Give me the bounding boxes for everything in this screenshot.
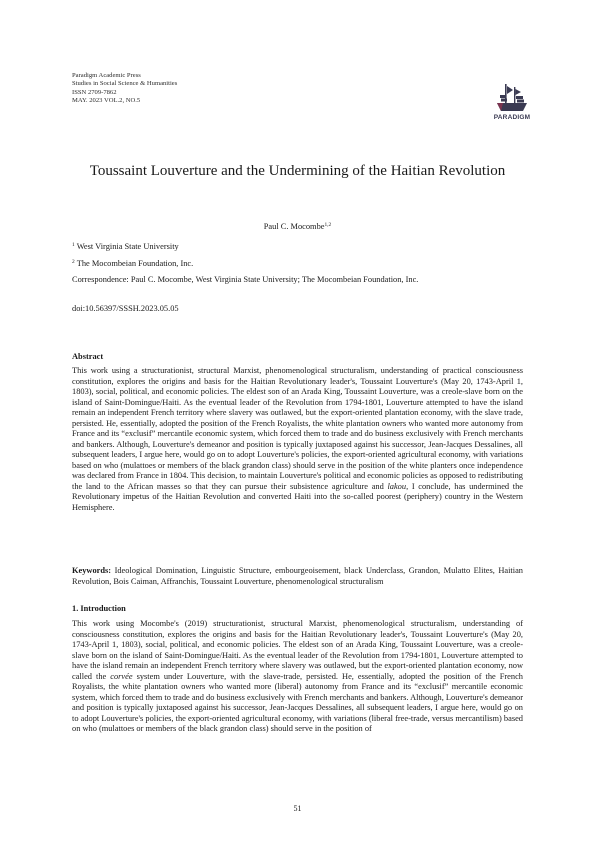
affiliation-1 — [72, 240, 179, 252]
affiliation-2 — [72, 257, 193, 269]
author-affiliation-marks: 1,2 — [324, 222, 332, 228]
issue-info: MAY. 2023 VOL.2, NO.5 — [72, 97, 141, 105]
author-line — [72, 222, 523, 231]
paper-title: Toussaint Louverture and the Undermining of the Haitian Revolution — [89, 163, 506, 179]
keywords — [72, 566, 523, 587]
affiliation-mark: 2 — [72, 259, 75, 265]
introduction-italic-term: corvée — [110, 671, 133, 681]
keywords-label: Keywords: — [72, 566, 112, 575]
publisher-name: Paradigm Academic Press — [72, 72, 141, 79]
abstract-text: This work using a structurationist, structural Marxist, phenomenological structuralism, understanding of practical consciousness constitution, explores the origins and basis for the Haitian Revolutionary leader's, Toussaint Louverture's (May 20, 1743-April 1, 1803), social, political, and economic policies. The eldest son of an Arada King, Toussaint Louverture, was a creole-slave born on the island of Saint-Domingue/Haiti. As the eventual leader of the Revolution from 1794-1801, Louverture attempted to have the island remain an independent French territory where slavery was outlawed, but the export-oriented plantation economy, with the slave trade, persisted. He, essentially, adopted the position of the French Royalists, the white plantation owners who wanted more autonomy from France and its “exclusif” mercantile economic system, which forced them to trade and do business exclusively with French merchants and bankers. Although, Louverture's demeanor and position is typically juxtaposed against his successor, Jean-Jacques Dessalines, all subsequent leaders, I argue here, would go on to adopt Louverture's policies, the export-oriented agricultural economy, with variations based on who (mulattoes or members of the black grandon class) should serve in the position of the white planters once independence was declared from France in 1804. This decision, to maintain Louverture's political and economic policies as opposed to redistributing the land to the African masses so that they can pursue their subsistence agriculture and — [72, 366, 523, 491]
abstract-text: , I conclude, has undermined the Revolutionary impetus of the Haitian Revolution and converted Haiti into the so-called poorest (periphery) country in the Western Hemisphere. — [72, 481, 523, 512]
affiliation-text: The Mocombeian Foundation, Inc. — [76, 259, 194, 268]
introduction-heading: 1. Introduction — [72, 604, 126, 613]
correspondence: Correspondence: Paul C. Mocombe, West Virginia State University; The Mocombeian Foundation, Inc. — [72, 275, 419, 284]
abstract-body — [72, 366, 523, 513]
abstract-italic-term: lakou — [387, 481, 407, 491]
affiliation-text: West Virginia State University — [76, 242, 179, 251]
logo-text: PARADIGM — [493, 114, 531, 121]
doi-link[interactable]: doi:10.56397/SSSH.2023.05.05 — [72, 304, 179, 313]
abstract-heading: Abstract — [72, 352, 104, 361]
paradigm-logo-icon — [492, 81, 532, 123]
journal-name: Studies in Social Science & Humanities — [72, 80, 178, 88]
journal-header — [72, 72, 177, 106]
page-number: 51 — [293, 804, 302, 813]
issn: ISSN 2709-7862 — [72, 88, 117, 96]
introduction-body — [72, 619, 523, 735]
affiliation-mark: 1 — [72, 242, 75, 248]
introduction-text: This work using Mocombe's (2019) structurationist, structural Marxist, phenomenological structuralism, understanding of consciousness constitution, explores the origins and basis for the Haitian Revolutionary leader's, Toussaint Louverture's (May 20, 1743-April 1, 1803), social, political, and economic policies. The eldest son of an Arada King, Toussaint Louverture, was a creole-slave born on the island of Saint-Domingue/Haiti. As the eventual leader of the Revolution from 1794-1801, Louverture attempted to have the island remain an independent French territory where slavery was outlawed, but the export-oriented plantation economy, now called the — [72, 619, 523, 681]
introduction-text: system under Louverture, with the slave-trade, persisted. He, essentially, adopted the position of the French Royalists, the white plantation owners who wanted more (liberal) autonomy from France and its “exclusif” mercantile economic system, which forced them to trade and do business exclusively with French merchants and bankers. Although, Louverture's demeanor and position is typically juxtaposed against his successor, Jean-Jacques Dessalines, all subsequent leaders, I argue here, would go on to adopt Louverture's policies, the export-oriented agricultural economy, with variations (liberal free-trade, versus mercantilism) based on who (mulattoes or members of the black grandon class) should serve in the position of — [72, 671, 523, 733]
author-name: Paul C. Mocombe — [263, 222, 325, 231]
keywords-list: Ideological Domination, Linguistic Structure, embourgeoisement, black Underclass, Grandon, Mulatto Elites, Haitian Revolution, Bois Caiman, Affranchis, Toussaint Louverture, phenomenological structuralism — [72, 566, 523, 586]
